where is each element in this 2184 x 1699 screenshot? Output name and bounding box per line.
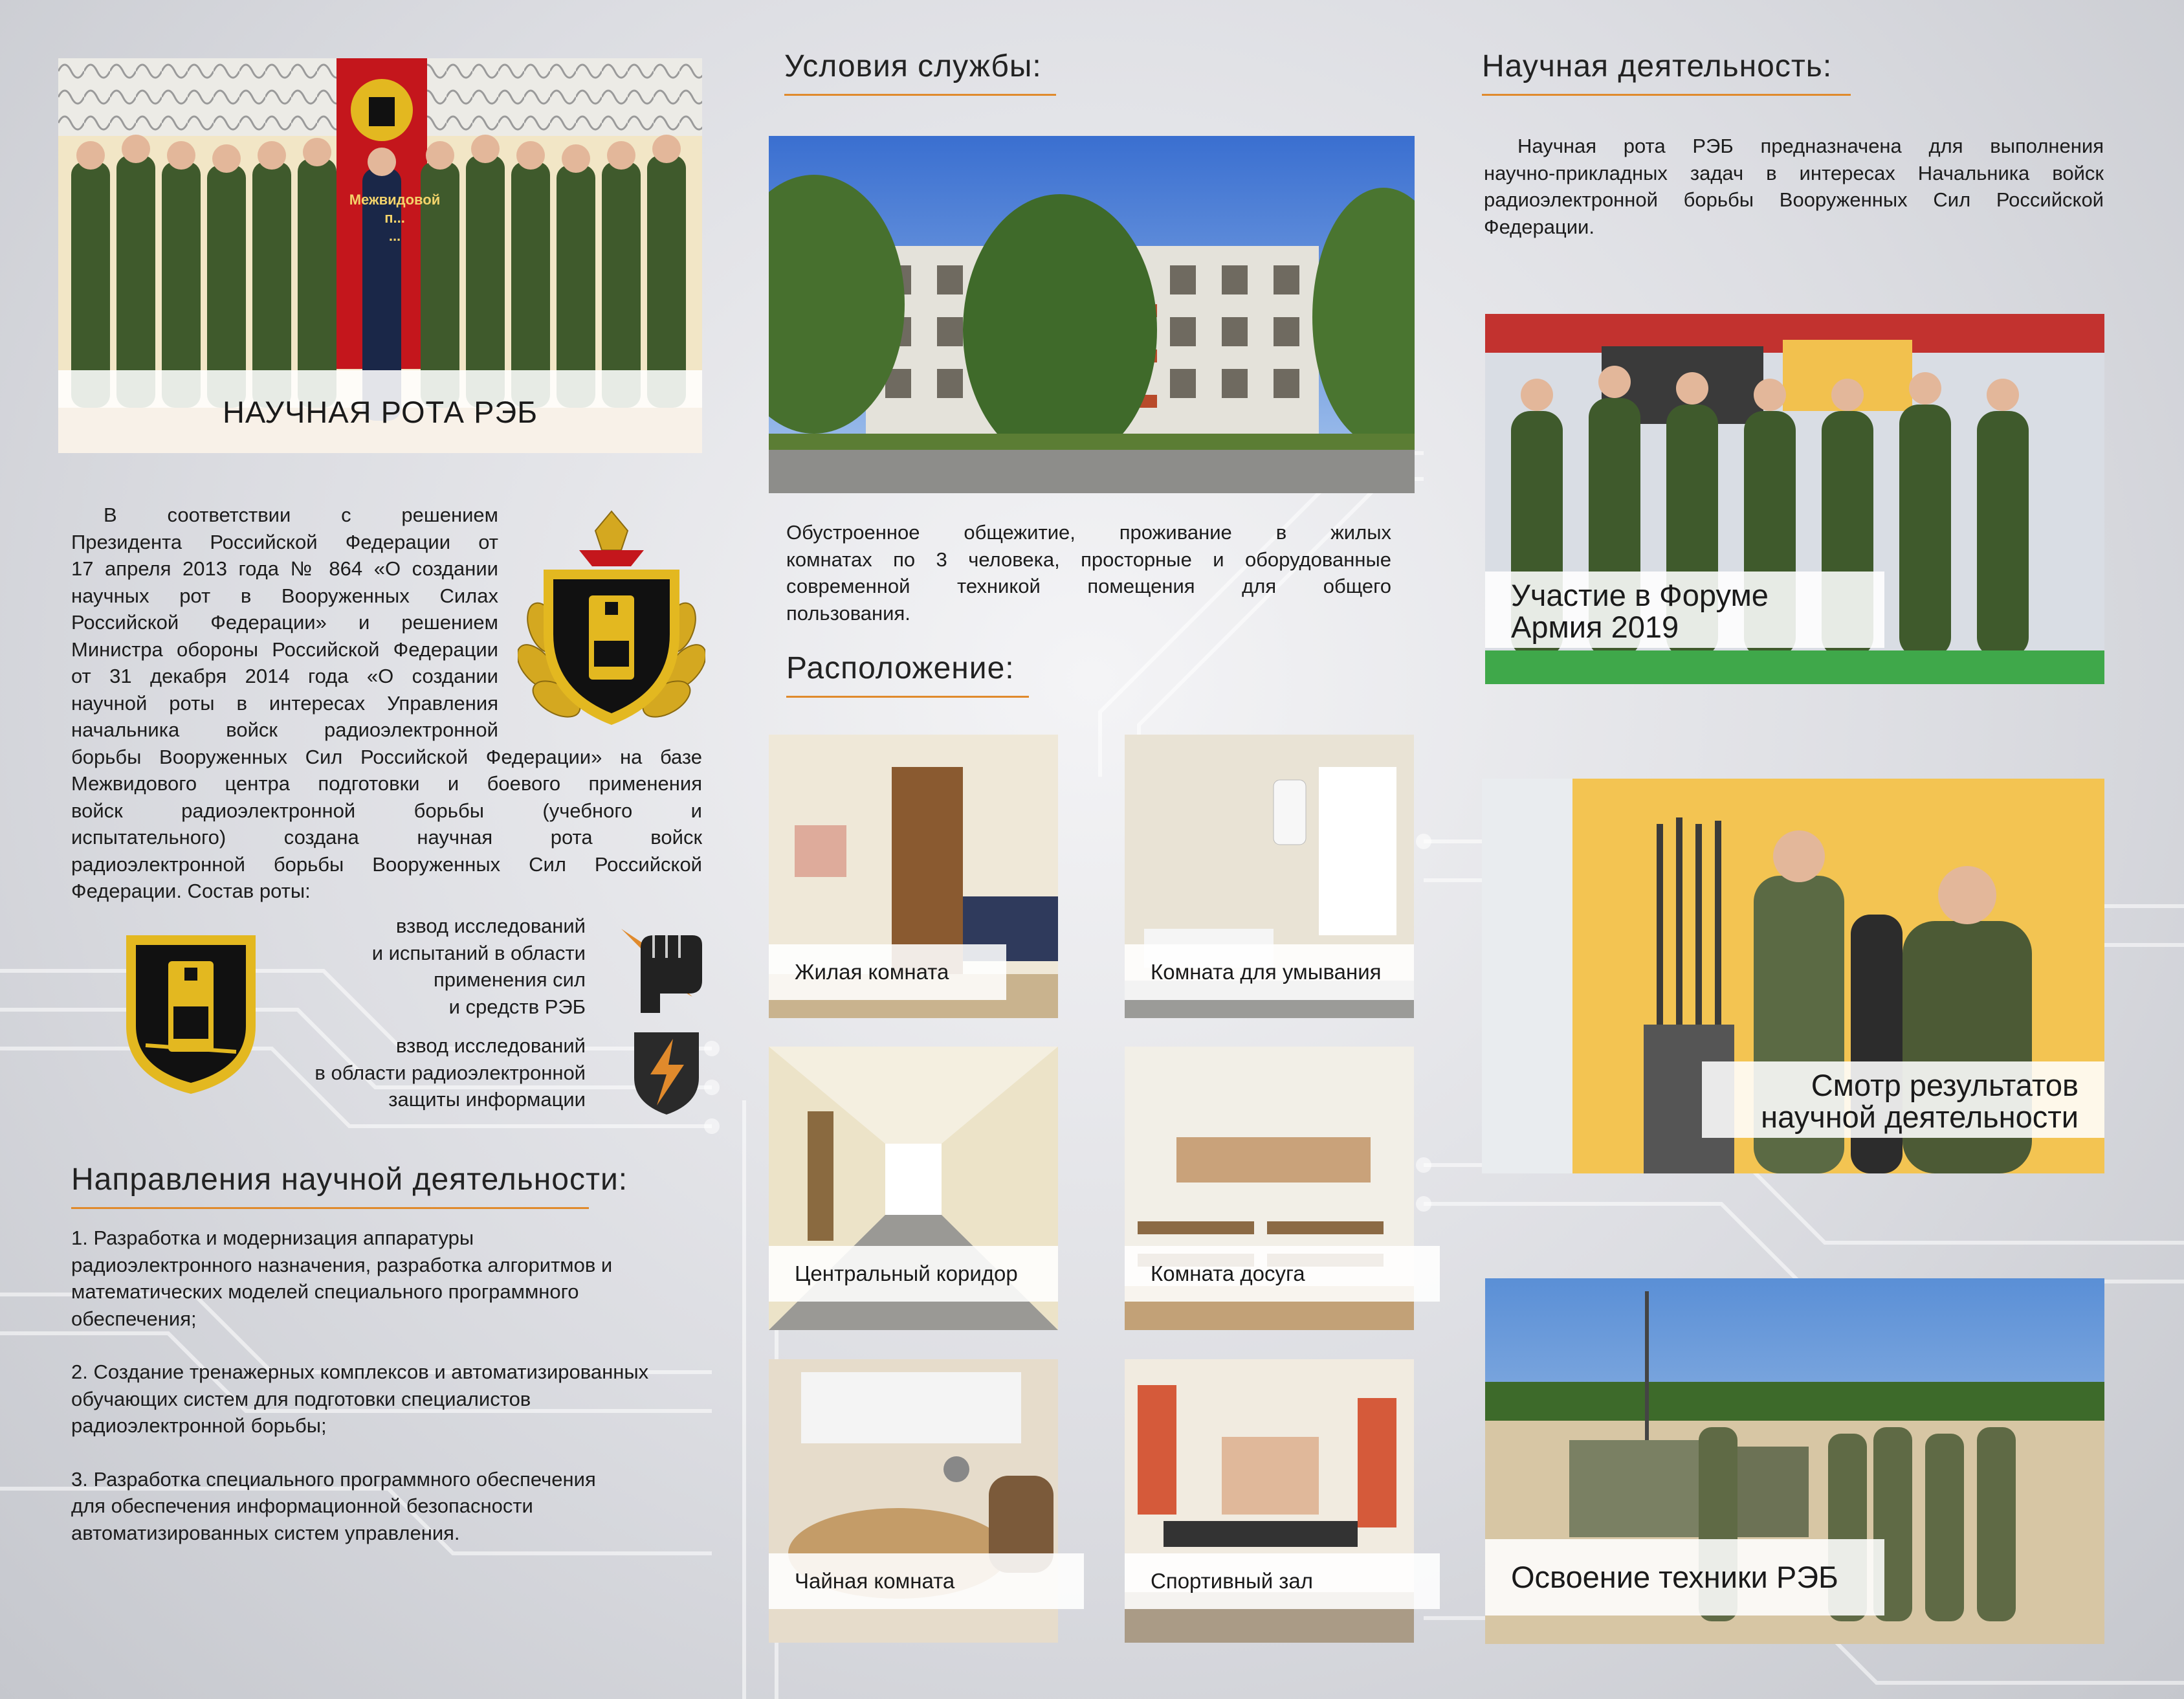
platoon-line: и средств РЭБ	[448, 995, 586, 1018]
science-line: Научная рота РЭБ предназначена для выполнения	[1517, 135, 2104, 157]
intro-line: Межвидового центра подготовки и боевого применения	[71, 772, 702, 795]
service-text	[786, 519, 1391, 627]
intro-line: Президента Российской Федерации от	[71, 530, 498, 553]
location-rule	[786, 696, 1029, 698]
directions-list	[71, 1225, 718, 1546]
service-heading	[784, 49, 1042, 84]
intro-line: начальника войск радиоэлектронной	[71, 718, 498, 741]
intro-line: Министра обороны Российской Федерации	[71, 638, 498, 661]
platoon-line: в области радиоэлектронной	[314, 1061, 586, 1084]
platoon-1-text	[311, 913, 586, 1020]
direction-item: 1. Разработка и модернизация аппаратуры радиоэлектронного назначения, разработка алгоритмов и математических моделей специального программного обеспечения;	[71, 1227, 613, 1330]
room-caption-living: Жилая комната	[769, 944, 1006, 1000]
science-heading	[1482, 49, 1832, 84]
fist-lightning-icon	[615, 922, 718, 1013]
directions-rule	[71, 1207, 589, 1209]
intro-line: радиоэлектронной борьбы Вооруженных Сил Российской	[71, 852, 702, 876]
intro-line: испытательного) создана научная рота войск	[71, 826, 702, 849]
dormitory-photo	[769, 136, 1415, 493]
intro-line: Российской Федерации» и решением	[71, 611, 498, 634]
platoon-line: взвод исследований	[395, 915, 586, 937]
service-line: современной техникой помещения для общего	[786, 575, 1391, 597]
platoon-line: и испытаний в области	[371, 941, 586, 964]
location-title: Расположение:	[786, 651, 1015, 685]
hero-caption-text: НАУЧНАЯ РОТА РЭБ	[222, 394, 538, 429]
directions-heading	[71, 1162, 628, 1197]
service-rule	[784, 94, 1056, 96]
service-line: Обустроенное общежитие, проживание в жилых	[786, 521, 1391, 544]
room-caption-tea: Чайная комната	[769, 1553, 1084, 1609]
science-title: Научная деятельность:	[1482, 49, 1833, 83]
intro-line: борьбы Вооруженных Сил Российской Федерации» на базе	[71, 745, 702, 768]
service-title: Условия службы:	[784, 49, 1042, 83]
hero-caption	[58, 370, 702, 453]
platoon-line: защиты информации	[388, 1088, 586, 1111]
direction-item: 2. Создание тренажерных комплексов и автоматизированных обучающих систем для подготовки специалистов радиоэлектронной борьбы;	[71, 1360, 649, 1437]
platoon-line: применения сил	[434, 968, 586, 991]
science-rule	[1482, 94, 1851, 96]
platoon-2-text	[278, 1032, 586, 1113]
science-line: научно-прикладных задач в интересах Начальника войск	[1484, 161, 2104, 184]
equipment-caption: Освоение техники РЭБ	[1485, 1539, 1884, 1616]
intro-line: научных рот в Вооруженных Силах	[71, 584, 498, 607]
room-caption-gym: Спортивный зал	[1125, 1553, 1440, 1609]
room-caption-leisure: Комната досуга	[1125, 1246, 1440, 1302]
intro-line: В соответствии с решением	[104, 504, 498, 526]
location-heading	[786, 650, 1015, 686]
review-caption: Смотр результатов научной деятельности	[1702, 1061, 2104, 1138]
intro-line: научной роты в интересах Управления	[71, 691, 498, 715]
science-line: радиоэлектронной борьбы Вооруженных Сил Российской	[1484, 188, 2104, 211]
ew-troops-emblem-icon	[518, 505, 705, 738]
service-line: пользования.	[786, 601, 910, 625]
science-line: Федерации.	[1484, 215, 1594, 238]
intro-line: от 31 декабря 2014 года «О создании	[71, 665, 498, 687]
direction-item: 3. Разработка специального программного обеспечения для обеспечения информационной безопасности автоматизированных систем управления.	[71, 1467, 596, 1544]
shield-lightning-icon	[631, 1029, 702, 1116]
platoon-line: взвод исследований	[395, 1034, 586, 1057]
directions-title: Направления научной деятельности:	[71, 1162, 628, 1197]
hero-banner-text: Межвидовой п... ...	[349, 192, 441, 244]
company-shoulder-emblem-icon	[120, 929, 262, 1097]
room-caption-washroom: Комната для умывания	[1125, 944, 1414, 1000]
science-text	[1484, 133, 2104, 240]
service-line: комнатах по 3 человека, просторные и оборудованные	[786, 548, 1391, 571]
intro-line: Федерации. Состав роты:	[71, 880, 311, 902]
room-caption-corridor: Центральный коридор	[769, 1246, 1058, 1302]
intro-line: 17 апреля 2013 года № 864 «О создании	[71, 557, 498, 580]
forum-caption: Участие в Форуме Армия 2019	[1485, 572, 1884, 648]
intro-line: войск радиоэлектронной борьбы (учебного и	[71, 799, 702, 822]
